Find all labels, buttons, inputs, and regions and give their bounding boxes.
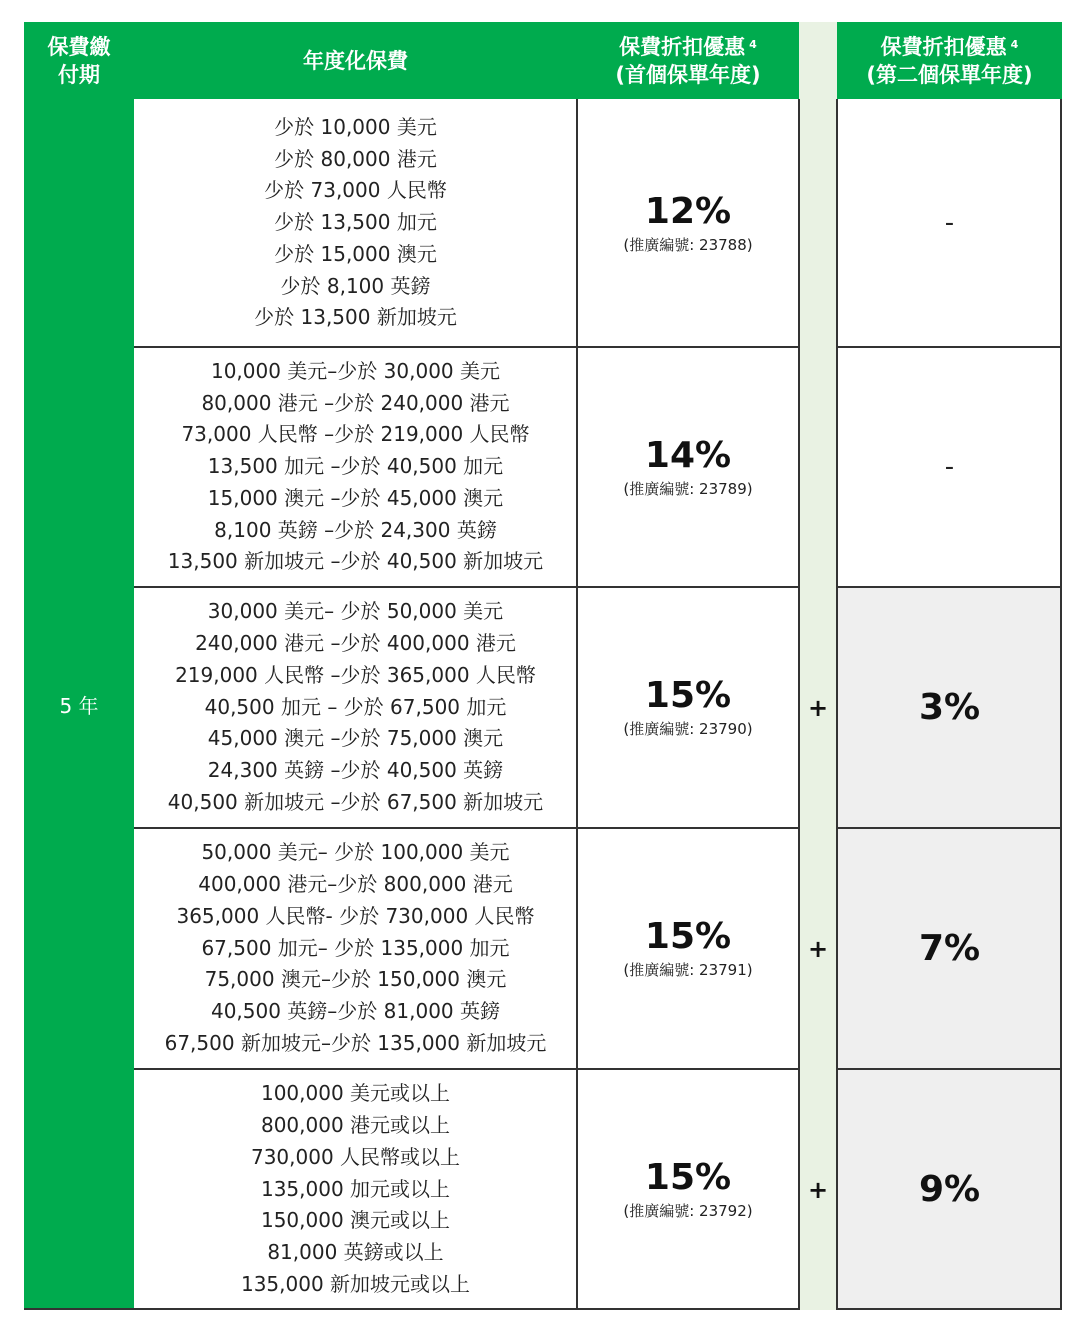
range-line: 40,500 英鎊–少於 81,000 英鎊 — [210, 999, 501, 1024]
range-line: 少於 80,000 港元 — [274, 146, 437, 171]
header-discount-first-sub: (首個保單年度) — [615, 62, 761, 87]
table-row-1-ranges — [134, 99, 577, 347]
first-year-discount: 15% — [644, 675, 732, 716]
range-line: 少於 13,500 新加坡元 — [254, 305, 457, 330]
range-line: 40,500 加元 – 少於 67,500 加元 — [204, 694, 507, 719]
column-divider — [576, 99, 578, 1310]
table-row-5-second-year — [837, 1069, 1062, 1310]
table-row-1-first-year — [577, 99, 799, 347]
header-payment-term-label: 保費繳 付期 — [47, 34, 111, 87]
header-discount-second-sub: (第二個保單年度) — [866, 62, 1033, 87]
range-line: 81,000 英鎊或以上 — [267, 1240, 444, 1265]
row-divider — [837, 586, 1062, 588]
range-line: 73,000 人民幣 –少於 219,000 人民幣 — [181, 422, 530, 447]
table-row-4-plus — [799, 828, 837, 1069]
row-divider — [134, 827, 799, 829]
promo-code: (推廣編號: 23791) — [623, 961, 753, 979]
table-bottom-border — [837, 1308, 1062, 1310]
table-row-3-ranges — [134, 587, 577, 828]
range-line: 13,500 加元 –少於 40,500 加元 — [207, 454, 504, 479]
range-line: 240,000 港元 –少於 400,000 港元 — [195, 631, 516, 655]
footnote-marker: 4 — [1010, 37, 1019, 51]
promo-code: (推廣編號: 23788) — [623, 235, 753, 254]
table-row-5-ranges — [134, 1069, 577, 1310]
range-line: 400,000 港元–少於 800,000 港元 — [198, 872, 513, 896]
range-line: 135,000 新加坡元或以上 — [240, 1271, 471, 1296]
row-divider — [837, 1068, 1062, 1070]
promo-code: (推廣編號: 23790) — [623, 720, 753, 738]
range-line: 150,000 澳元或以上 — [260, 1208, 451, 1233]
column-divider — [798, 99, 800, 1310]
table-bottom-border — [24, 1308, 799, 1310]
range-line: 219,000 人民幣 –少於 365,000 人民幣 — [175, 662, 536, 687]
first-year-discount: 12% — [644, 190, 732, 232]
first-year-discount: 14% — [644, 434, 732, 476]
first-year-discount: 15% — [644, 1157, 732, 1198]
row-divider — [134, 586, 799, 588]
table-right-border — [1060, 99, 1062, 1310]
header-plus-column — [799, 22, 837, 99]
header-annualized-premium-label: 年度化保費 — [303, 48, 408, 73]
second-year-discount: 7% — [918, 927, 981, 969]
row-divider — [134, 346, 799, 348]
range-line: 50,000 美元– 少於 100,000 美元 — [201, 840, 510, 865]
table-row-5-first-year — [577, 1069, 799, 1310]
column-divider — [836, 99, 838, 1310]
header-discount-second-year — [837, 22, 1062, 99]
range-line: 45,000 澳元 –少於 75,000 澳元 — [207, 726, 504, 751]
range-line: 135,000 加元或以上 — [260, 1176, 451, 1201]
table-row-2-ranges — [134, 347, 577, 587]
range-line: 10,000 美元–少於 30,000 美元 — [210, 358, 501, 383]
range-line: 30,000 美元– 少於 50,000 美元 — [207, 599, 504, 624]
table-row-3-second-year — [837, 587, 1062, 828]
range-line: 75,000 澳元–少於 150,000 澳元 — [204, 967, 507, 992]
row-divider — [837, 346, 1062, 348]
table-row-2-second-year — [837, 347, 1062, 587]
header-payment-term — [24, 22, 134, 99]
plus-sign: + — [807, 693, 829, 722]
range-line: 少於 15,000 澳元 — [274, 241, 437, 266]
range-line: 100,000 美元或以上 — [260, 1081, 451, 1106]
header-annualized-premium — [134, 22, 577, 99]
payment-term-cell — [24, 99, 134, 1310]
table-row-4-first-year — [577, 828, 799, 1069]
second-year-discount: 3% — [918, 686, 981, 728]
range-line: 67,500 加元– 少於 135,000 加元 — [201, 935, 510, 960]
header-discount-second-label: 保費折扣優惠 — [880, 34, 1007, 59]
first-year-discount: 15% — [644, 916, 732, 957]
range-line: 24,300 英鎊 –少於 40,500 英鎊 — [207, 758, 504, 783]
second-year-discount: - — [944, 452, 955, 482]
range-line: 40,500 新加坡元 –少於 67,500 新加坡元 — [167, 789, 544, 814]
header-discount-first-year — [577, 22, 799, 99]
second-year-discount: 9% — [918, 1168, 981, 1210]
payment-term-value: 5 年 — [59, 694, 99, 718]
table-row-3-plus — [799, 587, 837, 828]
second-year-discount: - — [944, 208, 955, 238]
plus-sign: + — [807, 1175, 829, 1204]
range-line: 67,500 新加坡元–少於 135,000 新加坡元 — [164, 1030, 547, 1055]
range-line: 800,000 港元或以上 — [260, 1113, 451, 1137]
range-line: 8,100 英鎊 –少於 24,300 英鎊 — [214, 517, 497, 542]
range-line: 少於 13,500 加元 — [274, 210, 437, 235]
promo-code: (推廣編號: 23792) — [623, 1202, 753, 1220]
table-row-4-ranges — [134, 828, 577, 1069]
table-row-3-first-year — [577, 587, 799, 828]
header-discount-first-label: 保費折扣優惠 — [619, 34, 746, 59]
range-line: 少於 8,100 英鎊 — [280, 273, 431, 298]
table-row-1-second-year — [837, 99, 1062, 347]
table-row-2-first-year — [577, 347, 799, 587]
range-line: 365,000 人民幣- 少於 730,000 人民幣 — [176, 903, 535, 928]
row-divider — [134, 1068, 799, 1070]
row-divider — [837, 827, 1062, 829]
range-line: 少於 73,000 人民幣 — [264, 178, 447, 203]
promo-code: (推廣編號: 23789) — [623, 479, 753, 498]
table-row-5-plus — [799, 1069, 837, 1310]
plus-sign: + — [807, 934, 829, 963]
range-line: 80,000 港元 –少於 240,000 港元 — [201, 390, 510, 415]
range-line: 13,500 新加坡元 –少於 40,500 新加坡元 — [167, 549, 544, 574]
table-row-4-second-year — [837, 828, 1062, 1069]
range-line: 730,000 人民幣或以上 — [250, 1144, 461, 1169]
footnote-marker: 4 — [749, 37, 757, 51]
range-line: 15,000 澳元 –少於 45,000 澳元 — [207, 485, 504, 510]
range-line: 少於 10,000 美元 — [274, 114, 437, 139]
